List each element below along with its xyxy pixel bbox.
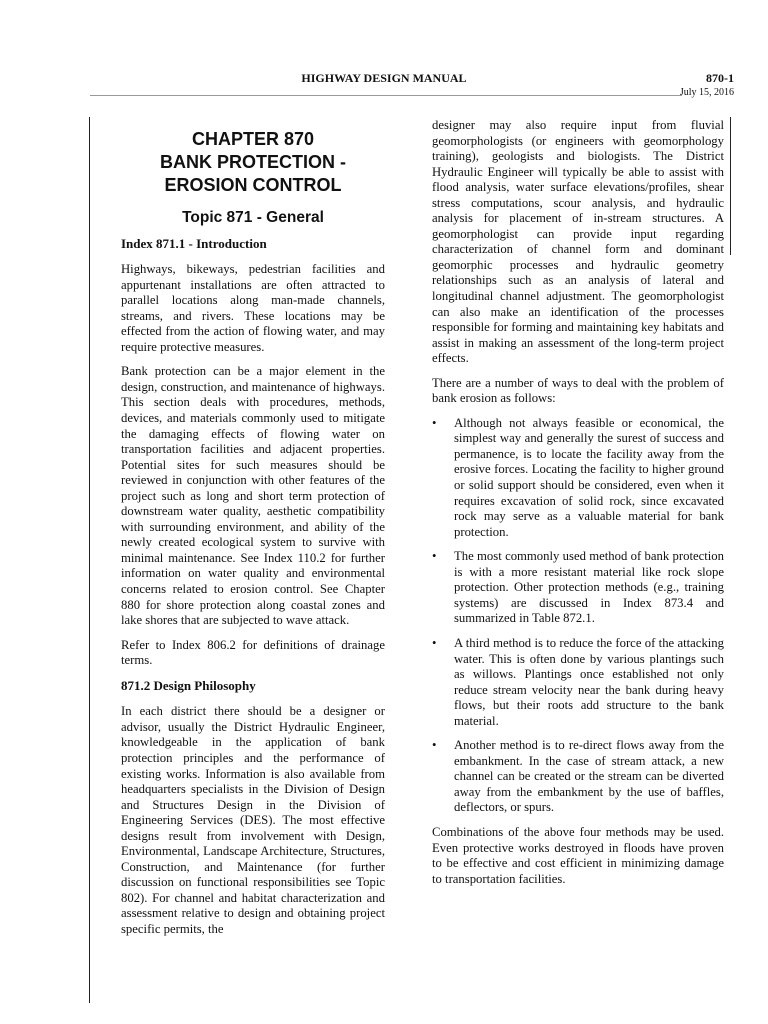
bullet-icon: • (432, 549, 437, 564)
revision-bar-left (89, 117, 90, 1003)
list-item-text: A third method is to reduce the force of the attacking water. This is often done by various plantings such as willows. Plantings once established not only reduce stream velocity near the bank during heavy flows, but their roots add structure to the bank material. (454, 635, 724, 728)
topic-heading: Topic 871 - General (182, 209, 324, 226)
list-item (432, 416, 724, 540)
index-heading: Index 871.1 - Introduction (121, 235, 267, 251)
design-paragraph: In each district there should be a designer or advisor, usually the District Hydraulic Engineer, knowledgeable in the application of bank protection principles and the performance of existing works. Information is also available from headquarters specialists in the Division of Design and Structures Design in the Division of Engineering Services (DES). The most effective designs result from involvement with Design, Environmental, Landscape Architecture, Structures, Construction, and Maintenance (for further discussion on functional responsibilities see Topic 802). For channel and habitat characterization and assessment relative to design and obtaining project specific permits, the (121, 704, 385, 936)
list-item-text: Although not always feasible or economical, the simplest way and generally the surest of success and permanence, is to locate the facility away from the erosive forces. Locating the facility to higher ground or solid support should be considered, even when it requires excavation of solid rock, since excavated rock may serve as a valuable material for bank protection. (454, 415, 724, 539)
list-item-text: Another method is to re-direct flows away from the embankment. In the case of stream attack, a new channel can be created or the stream can be diverted away from the embankment by the use of baffles, deflectors, or spurs. (454, 738, 724, 815)
revision-date: July 15, 2016 (679, 87, 734, 98)
left-column (121, 128, 385, 947)
chapter-title: BANK PROTECTION - EROSION CONTROL (160, 152, 346, 195)
methods-list (432, 416, 724, 816)
list-item-text: The most commonly used method of bank protection is with a more resistant material like rock slope protection. Other protection methods (e.g., training systems) are discussed in Index 873.4 and summarized in Table 872.1. (454, 549, 724, 626)
list-item (432, 549, 724, 627)
design-philosophy-heading: 871.2 Design Philosophy (121, 677, 256, 693)
revision-bar-right (730, 117, 731, 255)
list-item (432, 636, 724, 729)
intro-paragraph-1: Highways, bikeways, pedestrian facilities and appurtenant installations are often attracted to parallel locations along man-made channels, streams, and rivers. These locations may be effected from the action of flowing water, and may require protective measures. (121, 262, 385, 354)
bullet-icon: • (432, 738, 437, 753)
ways-paragraph: There are a number of ways to deal with the problem of bank erosion as follows: (432, 375, 724, 406)
intro-paragraph-3: Refer to Index 806.2 for definitions of drainage terms. (121, 637, 385, 668)
combinations-paragraph: Combinations of the above four methods may be used. Even protective works destroyed in floods have proven to be effective and cost efficient in minimizing damage to transportation facilities. (432, 824, 724, 886)
chapter-number: CHAPTER 870 (191, 129, 315, 149)
bullet-icon: • (432, 415, 437, 430)
list-item (432, 738, 724, 816)
intro-paragraph-2: Bank protection can be a major element in the design, construction, and maintenance of highways. This section deals with procedures, methods, devices, and materials commonly used to mitigate the damaging effects of flowing water on transportation facilities and adjacent properties. Potential sites for such measures should be reviewed in conjunction with other features of the project such as long and short term protection of downstream water quality, aesthetic compatibility with surrounding environment, and ability of the newly created ecological system to survive with minimal maintenance. See Index 110.2 for further information on water quality and environmental concerns related to erosion control. See Chapter 880 for shore protection along coastal zones and lake shores that are subjected to wave attack. (121, 364, 385, 628)
page-number: 870-1 (706, 71, 734, 85)
right-column (432, 118, 724, 896)
bullet-icon: • (432, 635, 437, 650)
continued-paragraph: designer may also require input from fluvial geomorphologists (or engineers with geomorphology training), geologists and biologists. The District Hydraulic Engineer will typically be able to assist with flood analysis, water surface elevations/profiles, shear stress computations, scour analysis, and hydraulic analysis for placement of in-stream structures. A geomorphologist can provide input regarding characterization of channel form and dominant geomorphic processes and hydraulic geometry relationships such as an analysis of lateral and longitudinal channel adjustment. The geomorphologist can also make an identification of the processes responsible for forming and maintaining key habitats and assist in making an assessment of the long-term project effects. (432, 118, 724, 366)
manual-title: HIGHWAY DESIGN MANUAL (301, 71, 467, 85)
header-rule (90, 95, 682, 96)
